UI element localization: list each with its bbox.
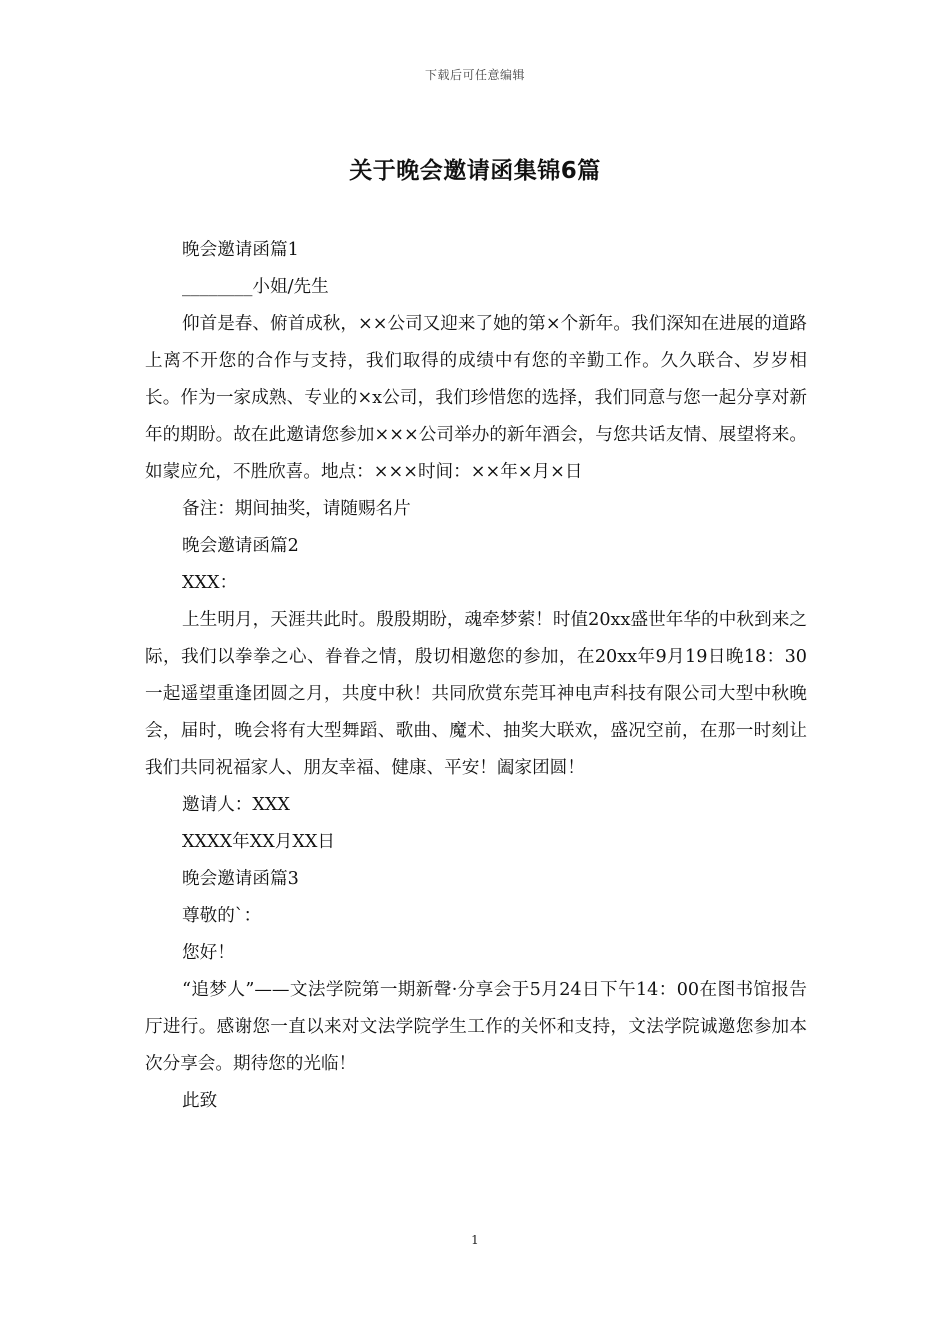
inviter-line: 邀请人：XXX xyxy=(182,795,290,815)
salutation-1: ________小姐/先生 xyxy=(182,277,329,297)
greeting-line: 您好！ xyxy=(182,943,235,963)
document-body xyxy=(145,232,807,1120)
body-paragraph-3: “追梦人”——文法学院第一期新聲·分享会于5月24日下午14：00在图书馆报告厅进行。感谢您一直以来对文法学院学生工作的关怀和支持，文法学院诚邀您参加本次分享会。期待您的光临！ xyxy=(145,980,807,1074)
body-paragraph-2: 上生明月，天涯共此时。殷殷期盼，魂牵梦萦！时值20xx盛世年华的中秋到来之际，我们以拳拳之心、眷眷之情，殷切相邀您的参加，在20xx年9月19日晚18：30一起遥望重逢团圆之月，共度中秋！共同欣赏东莞耳神电声科技有限公司大型中秋晚会，届时，晚会将有大型舞蹈、歌曲、魔术、抽奖大联欢，盛况空前，在那一时刻让我们共同祝福家人、朋友幸福、健康、平安！阖家团圆！ xyxy=(145,610,807,778)
date-line: XXXX年XX月XX日 xyxy=(182,832,335,852)
closing-line: 此致 xyxy=(182,1091,218,1111)
body-paragraph-1: 仰首是春、俯首成秋，××公司又迎来了她的第×个新年。我们深知在进展的道路上离不开您的合作与支持，我们取得的成绩中有您的辛勤工作。久久联合、岁岁相长。作为一家成熟、专业的×x公司，我们珍惜您的选择，我们同意与您一起分享对新年的期盼。故在此邀请您参加×××公司举办的新年酒会，与您共话友情、展望将来。如蒙应允，不胜欣喜。地点：×××时间：××年×月×日 xyxy=(145,314,807,482)
header-note: 下载后可任意编辑 xyxy=(424,68,525,82)
note-paragraph: 备注：期间抽奖，请随赐名片 xyxy=(182,499,411,519)
section-heading-3: 晚会邀请函篇3 xyxy=(182,869,299,889)
salutation-3: 尊敬的`： xyxy=(182,906,262,926)
section-heading-2: 晚会邀请函篇2 xyxy=(182,536,299,556)
section-heading-1: 晚会邀请函篇1 xyxy=(182,240,299,260)
page-number: 1 xyxy=(471,1233,479,1247)
salutation-2: XXX： xyxy=(182,573,238,593)
document-title: 关于晚会邀请函集锦6篇 xyxy=(349,158,601,184)
